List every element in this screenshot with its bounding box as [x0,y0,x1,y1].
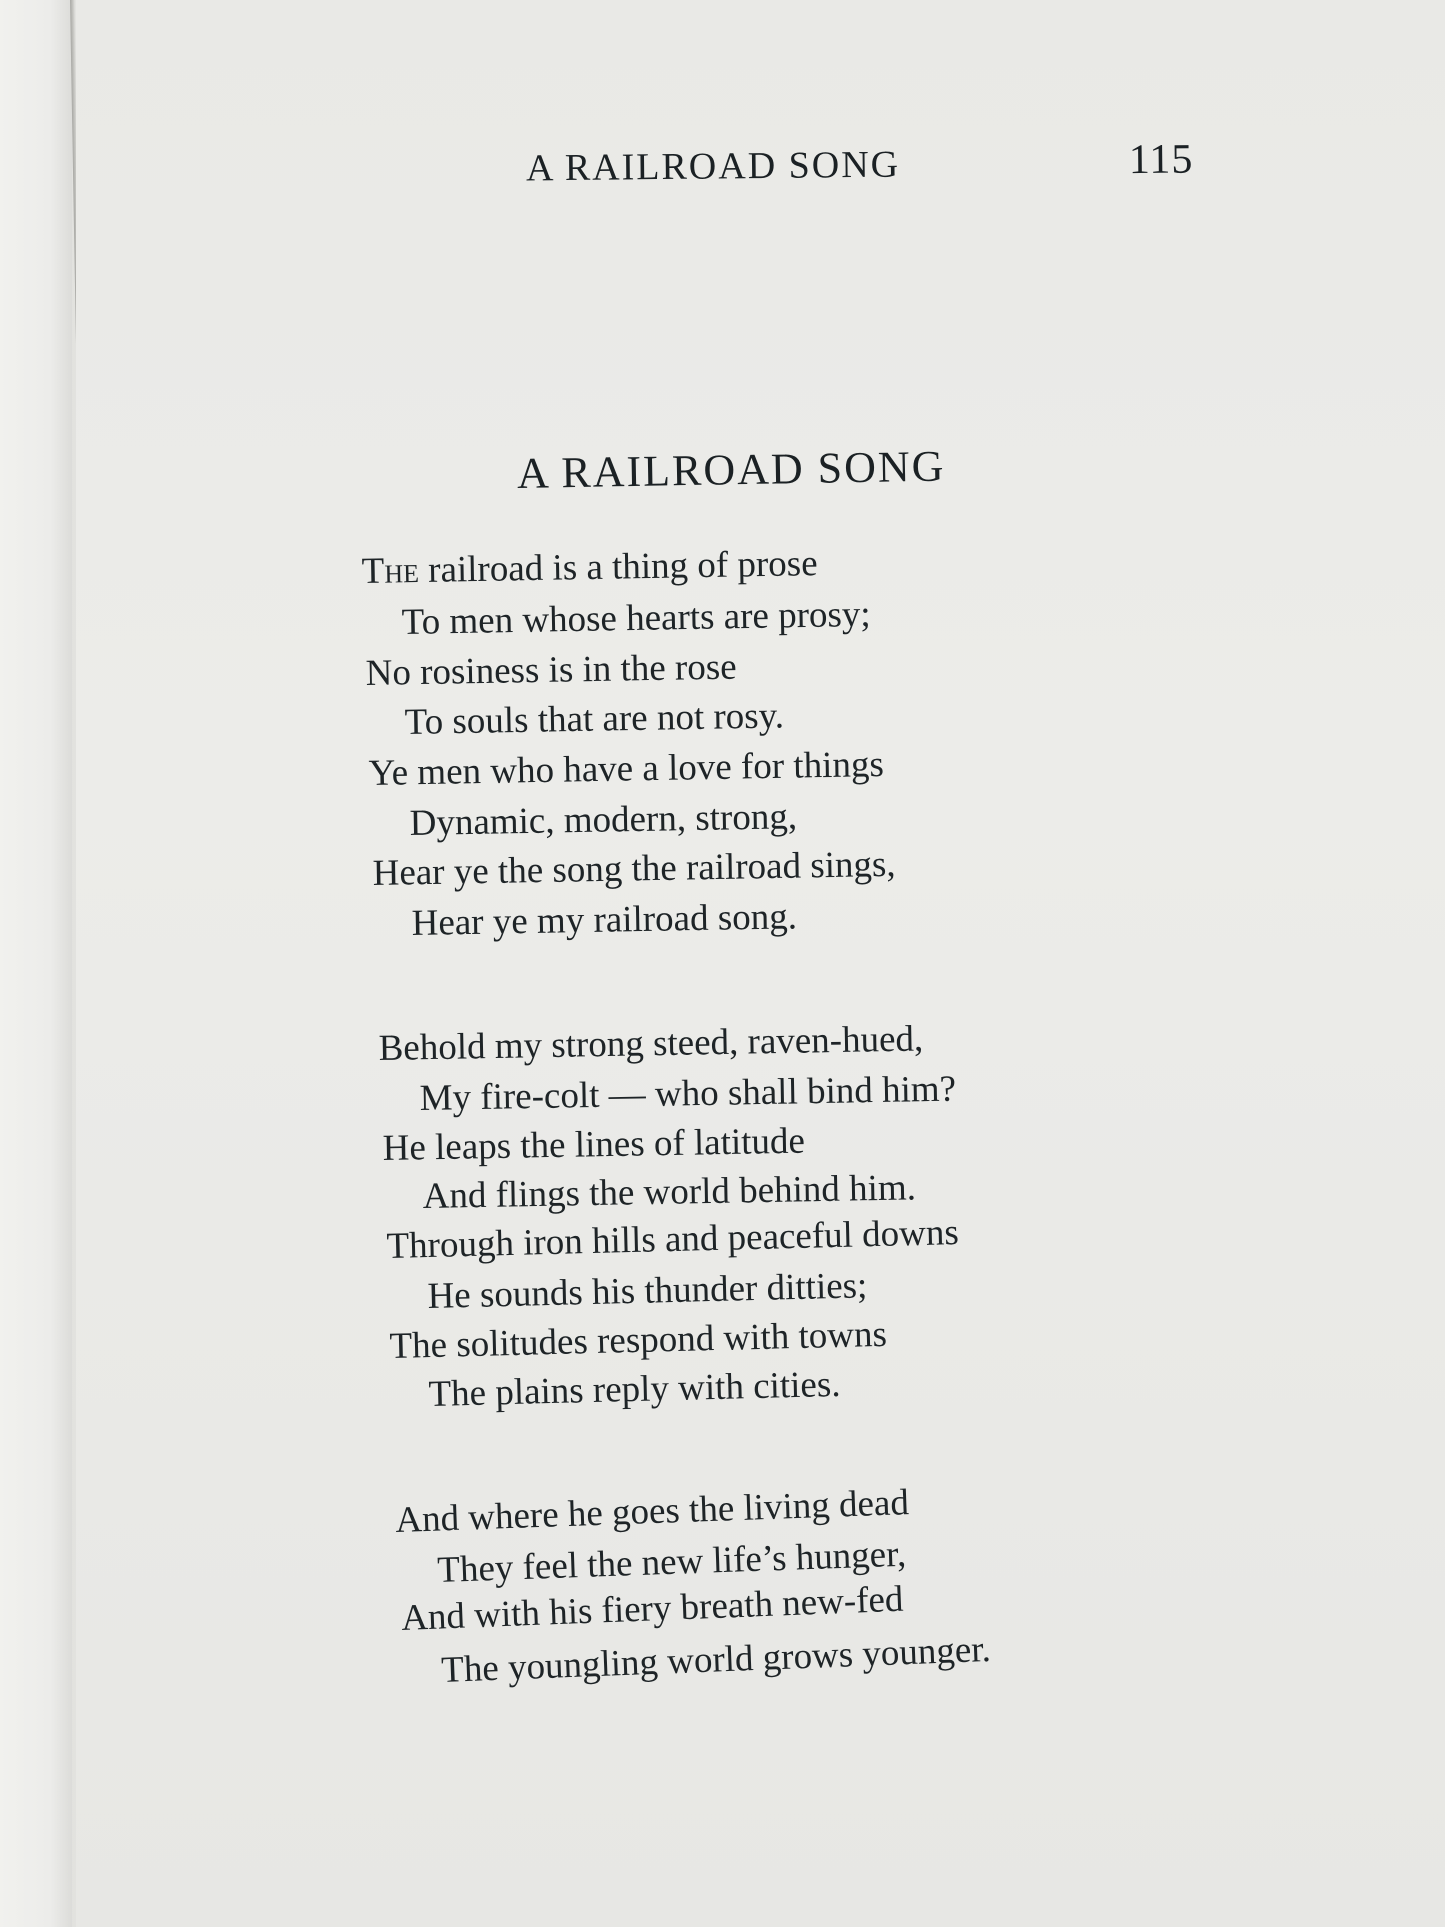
poem-body [76,0,1445,1927]
poem-line: Behold my strong steed, raven-hued, [378,1018,924,1069]
book-page [76,0,1445,1927]
poem-line: Dynamic, modern, strong, [409,796,798,844]
poem-line: My fire-colt — who shall bind him? [419,1068,957,1119]
poem-line: Through iron hills and peaceful downs [386,1212,960,1267]
previous-page-margin [0,0,72,1927]
poem-line: And where he goes the living dead [394,1482,910,1541]
drop-small-caps: The [361,550,420,592]
poem-line: The plains reply with cities. [428,1363,841,1415]
poem-title: A RAILROAD SONG [516,441,946,498]
page-number: 115 [1128,136,1194,184]
poem-line: The youngling world grows younger. [440,1628,992,1691]
poem-line: No rosiness is in the rose [365,646,737,694]
poem-line [361,545,818,590]
poem-line: He sounds his thunder ditties; [427,1265,868,1317]
poem-line: They feel the new life’s hunger, [436,1533,907,1591]
poem-line: Hear ye the song the railroad sings, [372,843,896,894]
poem-line: And with his fiery breath new-fed [400,1578,905,1639]
running-head-title: A RAILROAD SONG [525,143,901,190]
poem-line: The solitudes respond with towns [389,1313,888,1367]
poem-line-text: railroad is a thing of prose [418,543,818,592]
poem-line: And flings the world behind him. [422,1167,917,1217]
poem-line: He leaps the lines of latitude [382,1120,806,1169]
poem-line: Hear ye my railroad song. [411,896,798,944]
poem-line: To men whose hearts are prosy; [401,593,871,643]
poem-line: Ye men who have a love for things [368,744,885,794]
poem-line: To souls that are not rosy. [404,695,785,743]
